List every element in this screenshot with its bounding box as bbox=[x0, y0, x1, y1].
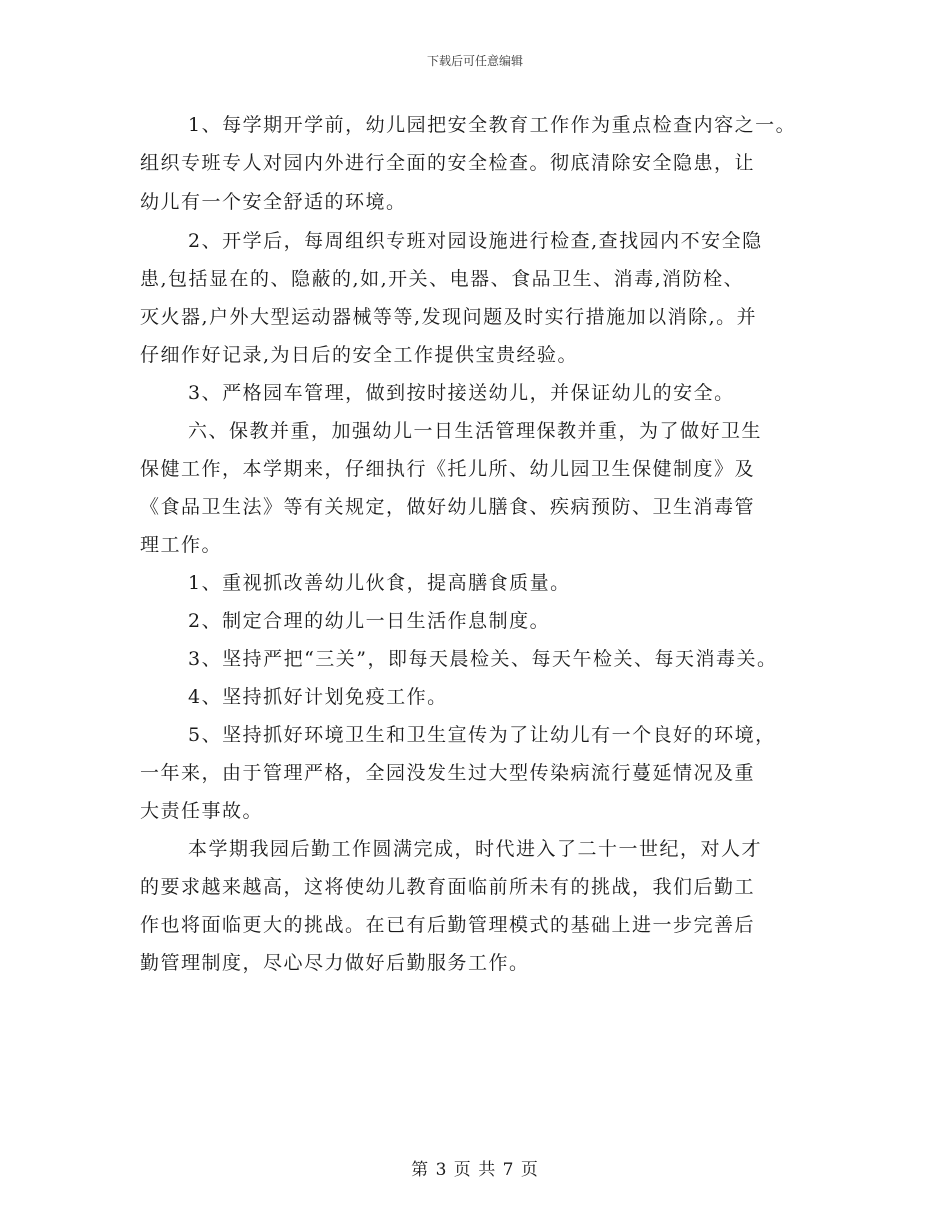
paragraph-line: 勤管理制度，尽心尽力做好后勤服务工作。 bbox=[140, 952, 530, 974]
paragraph-line: 《食品卫生法》等有关规定，做好幼儿膳食、疾病预防、卫生消毒管 bbox=[140, 496, 756, 518]
paragraph-line: 4、坚持抓好计划免疫工作。 bbox=[188, 686, 448, 708]
paragraph-line: 大责任事故。 bbox=[140, 800, 264, 822]
paragraph-line: 的要求越来越高，这将使幼儿教育面临前所未有的挑战，我们后勤工 bbox=[140, 876, 756, 898]
paragraph-line: 患,包括显在的、隐蔽的,如,开关、电器、食品卫生、消毒,消防栓、 bbox=[140, 268, 745, 290]
paragraph-line: 幼儿有一个安全舒适的环境。 bbox=[140, 191, 407, 213]
paragraph-line: 本学期我园后勤工作圆满完成，时代进入了二十一世纪，对人才 bbox=[188, 838, 763, 860]
paragraph-line: 1、每学期开学前，幼儿园把安全教育工作作为重点检查内容之一。 bbox=[188, 114, 797, 136]
paragraph-line: 一年来，由于管理严格，全园没发生过大型传染病流行蔓延情况及重 bbox=[140, 762, 756, 784]
paragraph-line: 3、坚持严把“三关”，即每天晨检关、每天午检关、每天消毒关。 bbox=[188, 648, 778, 670]
paragraph-line: 理工作。 bbox=[140, 534, 223, 556]
page-header: 下载后可任意编辑 bbox=[426, 54, 523, 68]
paragraph-line: 作也将面临更大的挑战。在已有后勤管理模式的基础上进一步完善后 bbox=[140, 914, 756, 936]
paragraph-line: 5、坚持抓好环境卫生和卫生宣传为了让幼儿有一个良好的环境， bbox=[188, 724, 776, 746]
paragraph-line: 1、重视抓改善幼儿伙食，提高膳食质量。 bbox=[188, 572, 571, 594]
paragraph-line: 仔细作好记录,为日后的安全工作提供宝贵经验。 bbox=[140, 344, 579, 366]
paragraph-line: 保健工作，本学期来，仔细执行《托儿所、幼儿园卫生保健制度》及 bbox=[140, 458, 756, 480]
page-number: 第 3 页 共 7 页 bbox=[411, 1160, 539, 1180]
paragraph-line: 2、制定合理的幼儿一日生活作息制度。 bbox=[188, 610, 551, 632]
paragraph-line: 灭火器,户外大型运动器械等等,发现问题及时实行措施加以消除,。并 bbox=[140, 306, 758, 328]
paragraph-line: 组织专班专人对园内外进行全面的安全检查。彻底清除安全隐患，让 bbox=[140, 152, 756, 174]
paragraph-line: 2、开学后，每周组织专班对园设施进行检查,查找园内不安全隐 bbox=[188, 230, 763, 252]
paragraph-line: 3、严格园车管理，做到按时接送幼儿，并保证幼儿的安全。 bbox=[188, 382, 735, 404]
paragraph-line: 六、保教并重，加强幼儿一日生活管理保教并重，为了做好卫生 bbox=[188, 420, 763, 442]
